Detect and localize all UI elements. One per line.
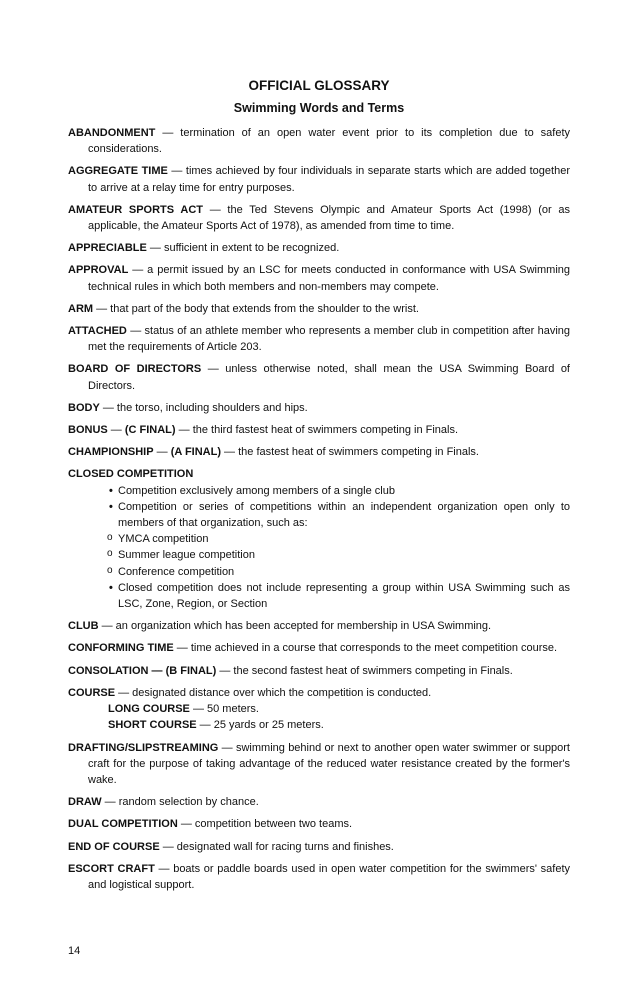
entry-term: DRAFTING/SLIPSTREAMING (68, 741, 219, 754)
entry-definition: — competition between two teams. (177, 818, 353, 831)
entry-definition: — status of an athlete member who represents a member club in competition after having met the requirements of Article 203. (88, 325, 570, 354)
glossary-entry-dual-competition (68, 816, 570, 832)
entry-definition: — times achieved by four individuals in separate starts which are added together to arrive at a relay time for entry purposes. (88, 165, 570, 194)
entry-definition: — a permit issued by an LSC for meets conducted in conformance with USA Swimming technical rules in which both members and non-members may compete. (88, 264, 570, 293)
entry-definition: — boats or paddle boards used in open water competition for the swimmers' safety and logistical support. (88, 862, 571, 891)
entry-term: AMATEUR SPORTS ACT (68, 203, 204, 216)
entry-term: APPROVAL (68, 264, 129, 277)
long-course-line (88, 701, 570, 717)
entry-term: ATTACHED (68, 325, 127, 338)
entry-definition: — swimming behind or next to another open water swimmer or support craft for the purpose of taking advantage of the reduced water resistance created by the former's wake. (88, 741, 570, 786)
entry-term: CONFORMING TIME (68, 642, 174, 655)
glossary-entry-course (68, 685, 570, 734)
glossary-entry-approval (68, 262, 570, 294)
entry-definition: — an organization which has been accepted for membership in USA Swimming. (98, 620, 492, 633)
glossary-entry-escort-craft (68, 861, 570, 893)
page-subtitle: Swimming Words and Terms (233, 101, 405, 115)
entry-term: BOARD OF DIRECTORS (68, 363, 202, 376)
glossary-entry-club (68, 618, 570, 634)
entry-subdefinition: — 25 yards or 25 meters. (196, 719, 324, 732)
entry-term: ESCORT CRAFT (68, 862, 155, 875)
sub-list-item: o Conference competition (88, 564, 570, 580)
page-number: 14 (68, 945, 81, 957)
entry-definition: — the Ted Stevens Olympic and Amateur Sports Act (1998) (or as applicable, the Amateur Sports Act of 1978), as amended from time to time. (88, 203, 570, 233)
entry-subdefinition: — 50 meters. (189, 703, 259, 716)
entry-definition: — time achieved in a course that corresponds to the meet competition course. (173, 642, 558, 655)
glossary-entry-amateur-sports-act (68, 202, 570, 234)
glossary-entry-closed-competition (68, 466, 570, 612)
entry-term: CLUB (68, 620, 99, 633)
glossary-entry-aggregate-time (68, 163, 570, 195)
glossary-entry-board-of-directors (68, 361, 570, 393)
entry-definition: — random selection by chance. (101, 796, 259, 809)
entry-term: ABANDONMENT (68, 127, 156, 139)
list-item: • Competition exclusively among members of a single club (88, 483, 570, 499)
entry-definition: — the second fastest heat of swimmers competing in Finals. (216, 664, 513, 677)
sub-list-item: o YMCA competition (88, 531, 570, 547)
entry-term: CHAMPIONSHIP (68, 446, 154, 459)
glossary-entry-draw (68, 794, 570, 810)
glossary-entry-drafting (68, 740, 570, 789)
entry-definition: — unless otherwise noted, shall mean the USA Swimming Board of Directors. (88, 363, 570, 392)
closed-competition-list (88, 483, 570, 613)
page-title: OFFICIAL GLOSSARY (248, 78, 390, 93)
entry-term: ARM (68, 302, 94, 315)
entry-definition: — designated wall for racing turns and finishes. (159, 840, 394, 853)
short-course-line (88, 717, 570, 733)
entry-definition: — the third fastest heat of swimmers competing in Finals. (175, 424, 459, 437)
glossary-entry-arm (68, 301, 570, 317)
entry-term: BONUS (68, 424, 108, 437)
glossary-entry-appreciable (68, 240, 570, 256)
sub-list-item: o Summer league competition (88, 547, 570, 563)
entry-term: CLOSED COMPETITION (68, 468, 194, 481)
entry-term: BODY (68, 401, 100, 414)
glossary-entry-attached (68, 323, 570, 355)
entry-term: COURSE (68, 686, 116, 699)
glossary-entry-bonus (68, 422, 570, 438)
entry-definition: — the torso, including shoulders and hips. (99, 401, 308, 414)
entry-term: DUAL COMPETITION (68, 818, 178, 831)
list-item: • Closed competition does not include representing a group within USA Swimming such as LSC, Zone, Region, or Section (88, 580, 570, 612)
entry-definition: — the fastest heat of swimmers competing in Finals. (221, 446, 479, 459)
glossary-entry-body (68, 400, 570, 416)
entry-term: END OF COURSE (68, 840, 160, 853)
entry-term: APPRECIABLE (68, 242, 147, 255)
glossary-entry-consolation (68, 663, 570, 679)
entry-term: AGGREGATE TIME (68, 165, 168, 178)
glossary-entry-abandonment (68, 125, 570, 157)
entry-subterm: LONG COURSE (108, 703, 190, 716)
entry-separator: — (107, 424, 125, 437)
glossary-entry-championship (68, 444, 570, 460)
entry-definition: — designated distance over which the competition is conducted. (115, 686, 432, 699)
entry-term-alias: (C FINAL) (124, 424, 176, 437)
entry-definition: — sufficient in extent to be recognized. (146, 242, 340, 255)
entry-subterm: SHORT COURSE (108, 719, 197, 732)
entry-term: CONSOLATION — (B FINAL) (68, 664, 217, 677)
entry-definition: — termination of an open water event prior to its completion due to safety considerations. (88, 127, 570, 156)
list-item: • Competition or series of competitions within an independent organization open only to members of that organization, such as: (88, 499, 570, 531)
entry-definition: — that part of the body that extends from the shoulder to the wrist. (93, 302, 419, 315)
glossary-entry-conforming-time (68, 640, 570, 656)
entry-separator: — (153, 446, 171, 459)
entry-term: DRAW (68, 796, 102, 809)
glossary-entry-end-of-course (68, 839, 570, 855)
entry-term-alias: (A FINAL) (170, 446, 221, 459)
